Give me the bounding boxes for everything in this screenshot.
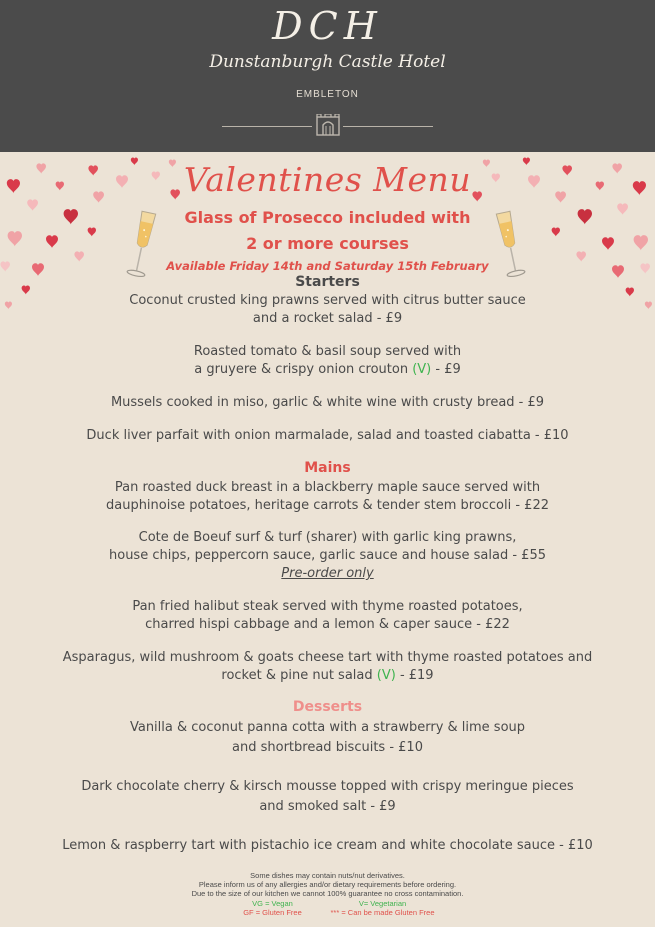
starter-item [0,427,655,445]
footer-legend-gf [0,908,655,917]
dish-description: Asparagus, wild mushroom & goats cheese tart with thyme roasted potatoes and [62,650,593,665]
starter-item [0,292,655,328]
legend-gf-option: *** = Can be made Gluten Free [330,907,435,917]
main-item [0,479,655,515]
divider-right [343,126,433,127]
prosecco-offer-line1: Glass of Prosecco included with [184,208,471,227]
preorder-note: Pre-order only [281,566,374,581]
dessert-item [0,837,655,855]
main-item [0,649,655,685]
hotel-name: Dunstanburgh Castle Hotel [209,52,446,72]
legend-gluten-free: GF = Gluten Free [243,907,302,917]
footer-nuts-note: Some dishes may contain nuts/nut derivatives. [250,871,405,880]
dish-description: Coconut crusted king prawns served with citrus butter sauce [129,293,526,308]
starter-item [0,394,655,412]
main-item [0,598,655,634]
legend-vegan: VG = Vegan [252,898,293,908]
dish-price-line: and shortbread biscuits - £10 [232,740,423,755]
availability-dates: Available Friday 14th and Saturday 15th February [166,259,489,273]
main-item [0,529,655,583]
dish-price-line [0,361,655,379]
allergen-footer [0,871,655,917]
hotel-location: EMBLETON [296,89,359,100]
dish-description: Dark chocolate cherry & kirsch mousse topped with crispy meringue pieces [81,779,574,794]
dish-description: Pan fried halibut steak served with thyme roasted potatoes, [132,599,523,614]
dish-description: Duck liver parfait with onion marmalade, salad and toasted ciabatta - £10 [86,428,569,443]
vegetarian-marker: (V) [412,362,432,377]
vegetarian-marker: (V) [376,668,396,683]
dish-price-line: dauphinoise potatoes, heritage carrots & tender stem broccoli - £22 [105,498,549,513]
dish-price-line: charred hispi cabbage and a lemon & caper sauce - £22 [145,617,510,632]
desserts-heading: Desserts [292,699,363,715]
mains-heading: Mains [304,460,351,476]
dessert-item [0,718,655,758]
dish-price-line: and smoked salt - £9 [259,799,396,814]
dish-description: Mussels cooked in miso, garlic & white wine with crusty bread - £9 [110,395,545,410]
starter-item [0,343,655,379]
hotel-logo: DCH [272,4,383,48]
footer-allergy-note: Please inform us of any allergies and/or dietary requirements before ordering. [198,880,457,890]
footer-contamination-note: Due to the size of our kitchen we cannot 100% guarantee no cross contamination. [191,889,464,899]
champagne-glass-icon [490,208,530,282]
dish-price-line [0,667,655,685]
dish-description: Pan roasted duck breast in a blackberry maple sauce served with [114,480,541,495]
starters-heading: Starters [295,274,360,290]
footer-legend-veg [0,899,655,908]
menu-title: Valentines Menu [183,160,472,199]
dish-text: a gruyere & crispy onion crouton [194,362,413,377]
dish-description: Roasted tomato & basil soup served with [193,344,462,359]
dish-description: Lemon & raspberry tart with pistachio ice cream and white chocolate sauce - £10 [62,838,593,853]
hotel-header [0,0,655,152]
dish-description: Vanilla & coconut panna cotta with a strawberry & lime soup [129,720,526,735]
dish-price-line: house chips, peppercorn sauce, garlic sauce and house salad - £55 [109,548,546,563]
divider-left [222,126,312,127]
castle-gate-icon [316,114,340,136]
dish-description: Cote de Boeuf surf & turf (sharer) with garlic king prawns, [138,530,517,545]
prosecco-offer-line2: 2 or more courses [246,234,409,253]
dish-price: - £19 [395,668,434,683]
dish-price-line: and a rocket salad - £9 [252,311,403,326]
dessert-item [0,777,655,817]
champagne-glass-icon [122,208,162,282]
dish-text: rocket & pine nut salad [221,668,377,683]
legend-vegetarian: V= Vegetarian [358,898,407,908]
dish-price: - £9 [431,362,461,377]
